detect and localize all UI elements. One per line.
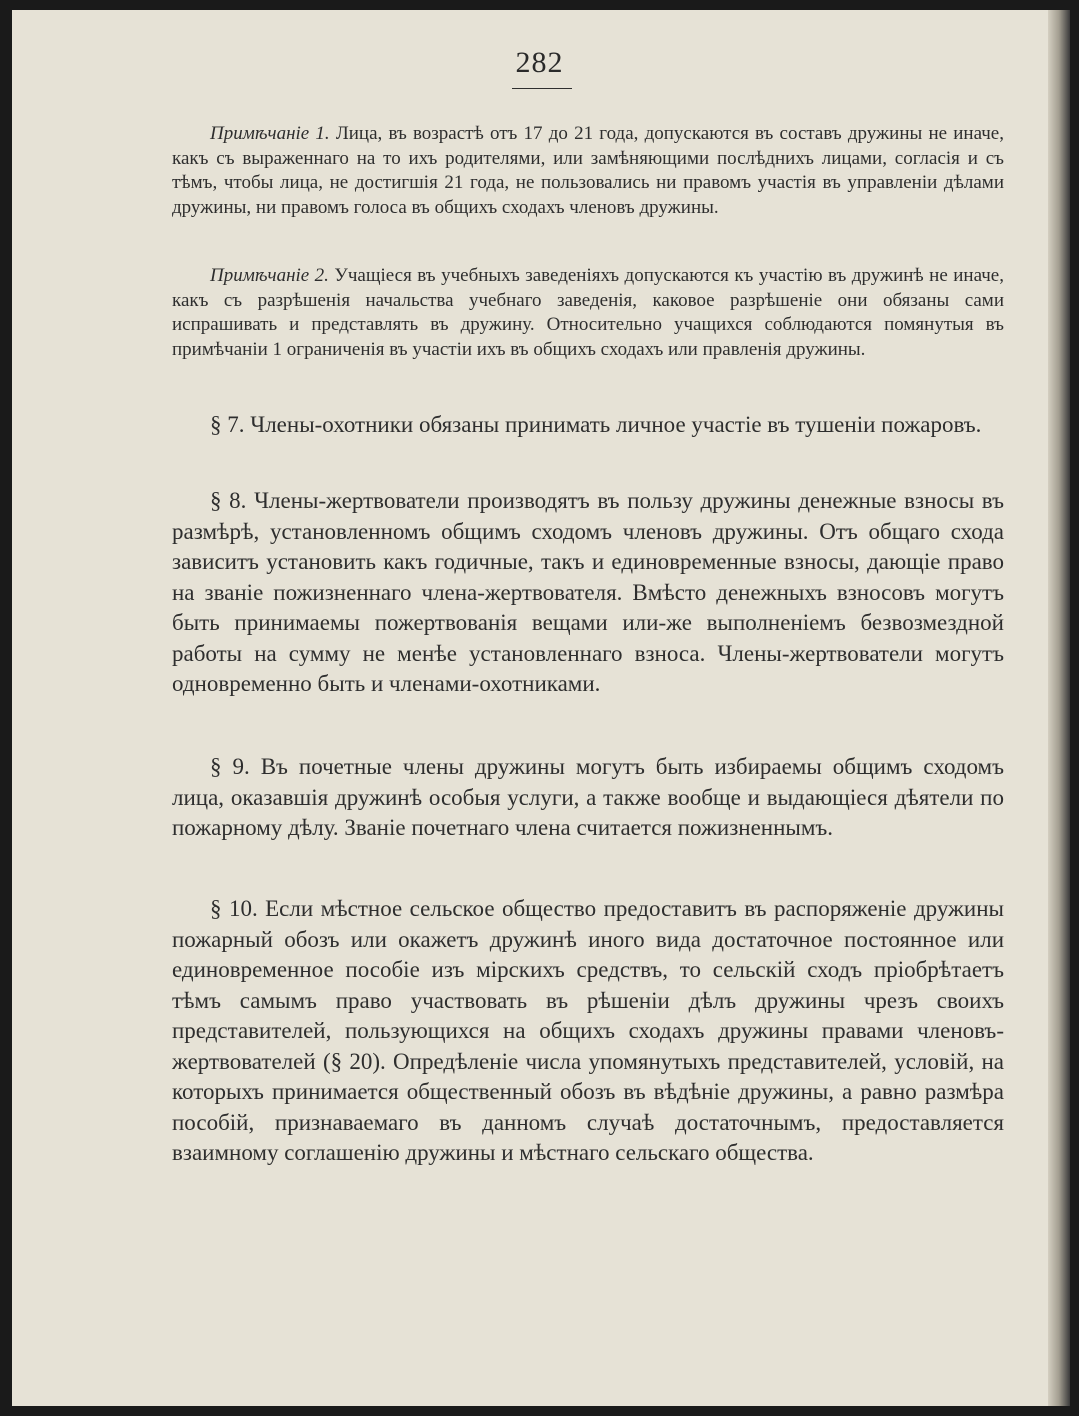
note-2-label: Примѣчаніе 2. bbox=[210, 265, 329, 286]
paragraph-10-text: § 10. Если мѣстное сельское общество предоставитъ въ распоряженіе дружины пожарный обозъ или окажетъ дружинѣ иного вида достаточное постоянное или единовременное пособіе изъ мірскихъ средствъ, то сельскій сходъ пріобрѣтаетъ тѣмъ самымъ право участвовать въ рѣшеніи дѣлъ дружины чрезъ своихъ представителей, пользующихся на общихъ сходахъ дружины правами членовъ-жертвователей (§ 20). Опредѣленіе числа упомянутыхъ представителей, условій, на которыхъ принимается общественный обозъ въ вѣдѣніе дружины, а равно размѣра пособій, признаваемаго въ данномъ случаѣ достаточнымъ, предоставляется взаимному соглашенію дружины и мѣстнаго сельскаго общества. bbox=[172, 896, 1004, 1165]
paragraph-9-text: § 9. Въ почетные члены дружины могутъ быть избираемы общимъ сходомъ лица, оказавшія дружинѣ особыя услуги, а также вообще и выдающіеся дѣятели по пожарному дѣлу. Званіе почетнаго члена считается пожизненнымъ. bbox=[172, 754, 1004, 840]
note-1-label: Примѣчаніе 1. bbox=[210, 123, 330, 144]
note-2-text: Учащіеся въ учебныхъ заведеніяхъ допускаются къ участію въ дружинѣ не иначе, какъ съ разрѣшенія начальства учебнаго заведенія, каковое разрѣшеніе они обязаны сами испрашивать и представлять въ дружину. Относительно учащихся соблюдаются помянутыя въ примѣчаніи 1 ограниченія въ участіи ихъ въ общихъ сходахъ или правленія дружины. bbox=[172, 265, 1004, 360]
paragraph-8-text: § 8. Члены-жертвователи производятъ въ пользу дружины денежные взносы въ размѣрѣ, установленномъ общимъ сходомъ членовъ дружины. Отъ общаго схода зависитъ установить какъ годичные, такъ и единовременные взносы, дающіе право на званіе пожизненнаго члена-жертвователя. Вмѣсто денежныхъ взносовъ могутъ быть принимаемы пожертвованія вещами или-же выполненіемъ безвозмездной работы на сумму не менѣе установленнаго взноса. Члены-жертвователи могутъ одновременно быть и членами-охотниками. bbox=[172, 488, 1004, 696]
paragraph-8 bbox=[172, 486, 1004, 700]
paragraph-7-text: § 7. Члены-охотники обязаны принимать личное участіе въ тушеніи пожаровъ. bbox=[210, 412, 982, 437]
note-1-text: Лица, въ возрастѣ отъ 17 до 21 года, допускаются въ составъ дружины не иначе, какъ съ выраженнаго на то ихъ родителями, или замѣняющими послѣднихъ лицами, согласія и съ тѣмъ, чтобы лица, не достигшія 21 года, не пользовались ни правомъ участія въ управленіи дѣлами дружины, ни правомъ голоса въ общихъ сходахъ членовъ дружины. bbox=[172, 123, 1004, 218]
paragraph-10 bbox=[172, 894, 1004, 1169]
page-number: 282 bbox=[515, 46, 564, 79]
note-1 bbox=[172, 122, 1004, 220]
paragraph-9 bbox=[172, 752, 1004, 844]
page-number-rule bbox=[512, 88, 572, 89]
page-edge bbox=[1048, 10, 1070, 1406]
paragraph-7 bbox=[172, 410, 1004, 441]
note-2 bbox=[172, 264, 1004, 362]
